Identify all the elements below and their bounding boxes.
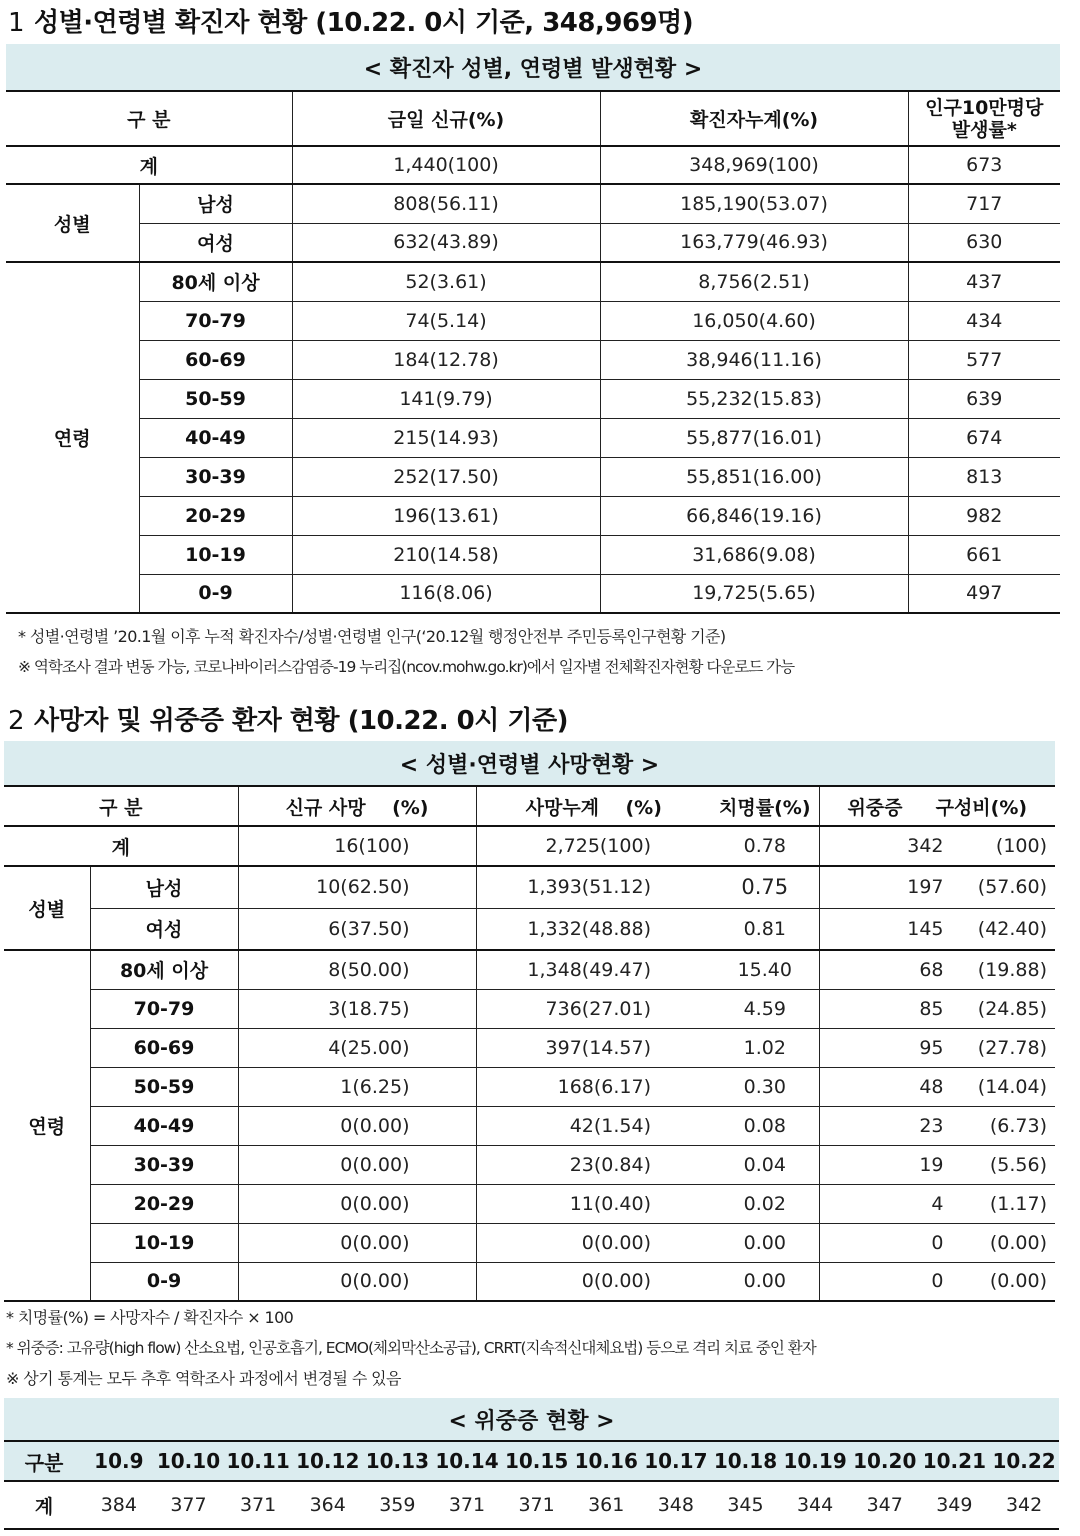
row-critical: 145 bbox=[907, 917, 944, 940]
header-rate-line1: 인구10만명당 bbox=[925, 96, 1044, 119]
row-label: 10-19 bbox=[90, 1223, 238, 1262]
total-new: 16(100) bbox=[238, 826, 476, 866]
row-fatality: 0.75 bbox=[711, 866, 819, 908]
row-new: 0(0.00) bbox=[238, 1106, 476, 1145]
row-label: 70-79 bbox=[139, 301, 292, 340]
value-cell: 361 bbox=[571, 1481, 641, 1529]
row-label: 0-9 bbox=[90, 1262, 238, 1301]
row-cumulative: 11(0.40) bbox=[476, 1184, 711, 1223]
value-cell: 349 bbox=[920, 1481, 990, 1529]
table2-note-2: * 위중증: 고유량(high flow) 산소요법, 인공호흡기, ECMO(체외막산소공급), CRRT(지속적신대체요법) 등으로 격리 치료 중인 환자 bbox=[6, 1339, 816, 1357]
row-fatality: 0.30 bbox=[711, 1067, 819, 1106]
section1-number: 1 bbox=[8, 8, 25, 38]
table-row bbox=[6, 496, 1060, 535]
header-rate bbox=[908, 91, 1060, 146]
table-row bbox=[6, 223, 1060, 262]
row-label: 50-59 bbox=[139, 379, 292, 418]
table3-total-row bbox=[4, 1481, 1059, 1529]
row-label: 10-19 bbox=[139, 535, 292, 574]
row-fatality: 0.00 bbox=[711, 1262, 819, 1301]
header-cum-death-label: 사망누계 bbox=[525, 796, 600, 819]
row-fatality: 1.02 bbox=[711, 1028, 819, 1067]
row-label: 남성 bbox=[90, 866, 238, 908]
row-cumulative: 66,846(19.16) bbox=[600, 496, 908, 535]
header-critical-label: 위중증 bbox=[847, 796, 903, 819]
section2-title-text: 사망자 및 위중증 환자 현황 (10.22. 0시 기준) bbox=[34, 706, 569, 736]
date-cell: 10.21 bbox=[920, 1441, 990, 1481]
critical-trend-table bbox=[4, 1440, 1059, 1530]
table-row bbox=[4, 1223, 1055, 1262]
row-rate: 639 bbox=[908, 379, 1060, 418]
section2-title bbox=[8, 700, 568, 737]
total-cumulative: 348,969(100) bbox=[600, 146, 908, 184]
row-critical: 19 bbox=[919, 1153, 944, 1176]
date-cell: 10.22 bbox=[989, 1441, 1059, 1481]
header-critical bbox=[819, 786, 1055, 826]
row-new: 1(6.25) bbox=[238, 1067, 476, 1106]
row-rate: 982 bbox=[908, 496, 1060, 535]
total-cumulative: 2,725(100) bbox=[476, 826, 711, 866]
row-label: 70-79 bbox=[90, 989, 238, 1028]
row-rate: 437 bbox=[908, 262, 1060, 301]
row-cumulative: 168(6.17) bbox=[476, 1067, 711, 1106]
row-cumulative: 31,686(9.08) bbox=[600, 535, 908, 574]
row-label: 60-69 bbox=[90, 1028, 238, 1067]
date-cell: 10.9 bbox=[84, 1441, 154, 1481]
row-critical-cell bbox=[819, 1262, 1055, 1301]
value-cell: 345 bbox=[711, 1481, 781, 1529]
total-critical: 342 bbox=[907, 835, 944, 857]
row-label: 20-29 bbox=[139, 496, 292, 535]
row-critical-cell bbox=[819, 1028, 1055, 1067]
row-critical: 197 bbox=[907, 876, 944, 899]
row-label: 80세 이상 bbox=[139, 262, 292, 301]
row-cumulative: 8,756(2.51) bbox=[600, 262, 908, 301]
table-row bbox=[6, 262, 1060, 301]
age-group-label: 연령 bbox=[4, 950, 90, 1301]
row-cumulative: 397(14.57) bbox=[476, 1028, 711, 1067]
table-row bbox=[6, 457, 1060, 496]
table2-title: < 성별·연령별 사망현황 > bbox=[4, 741, 1055, 785]
date-cell: 10.18 bbox=[711, 1441, 781, 1481]
row-cumulative: 736(27.01) bbox=[476, 989, 711, 1028]
row-critical: 95 bbox=[919, 1036, 944, 1059]
value-cell: 359 bbox=[363, 1481, 433, 1529]
row-fatality: 4.59 bbox=[711, 989, 819, 1028]
table1-header-row bbox=[6, 91, 1060, 146]
row-label: 60-69 bbox=[139, 340, 292, 379]
row-new: 184(12.78) bbox=[292, 340, 600, 379]
header-category: 구분 bbox=[4, 1441, 84, 1481]
header-new: 금일 신규(%) bbox=[292, 91, 600, 146]
row-new: 632(43.89) bbox=[292, 223, 600, 262]
row-composition: (42.40) bbox=[977, 917, 1048, 940]
table-row bbox=[6, 574, 1060, 613]
header-cumulative: 확진자누계(%) bbox=[600, 91, 908, 146]
row-fatality: 0.00 bbox=[711, 1223, 819, 1262]
header-new-death bbox=[238, 786, 476, 826]
row-label: 40-49 bbox=[90, 1106, 238, 1145]
row-cumulative: 185,190(53.07) bbox=[600, 184, 908, 223]
row-label: 50-59 bbox=[90, 1067, 238, 1106]
row-new: 0(0.00) bbox=[238, 1184, 476, 1223]
date-cell: 10.16 bbox=[571, 1441, 641, 1481]
row-composition: (0.00) bbox=[989, 1270, 1048, 1293]
date-cell: 10.13 bbox=[363, 1441, 433, 1481]
section1-title-text: 성별·연령별 확진자 현황 (10.22. 0시 기준, 348,969명) bbox=[34, 8, 694, 38]
row-new: 808(56.11) bbox=[292, 184, 600, 223]
row-fatality: 15.40 bbox=[711, 950, 819, 989]
table1-title: < 확진자 성별, 연령별 발생현황 > bbox=[6, 44, 1060, 90]
confirmed-cases-table bbox=[6, 90, 1060, 614]
row-composition: (24.85) bbox=[977, 997, 1048, 1020]
row-critical-cell bbox=[819, 1223, 1055, 1262]
row-critical: 85 bbox=[919, 997, 944, 1020]
age-group-label: 연령 bbox=[6, 262, 139, 613]
row-critical: 4 bbox=[931, 1192, 944, 1215]
total-critical-cell bbox=[819, 826, 1055, 866]
table-row bbox=[6, 535, 1060, 574]
row-new: 8(50.00) bbox=[238, 950, 476, 989]
table-row bbox=[4, 1262, 1055, 1301]
table3-header-row bbox=[4, 1441, 1059, 1481]
row-rate: 497 bbox=[908, 574, 1060, 613]
table-row bbox=[6, 301, 1060, 340]
table-row bbox=[4, 1067, 1055, 1106]
value-cell: 377 bbox=[154, 1481, 224, 1529]
value-cell: 371 bbox=[223, 1481, 293, 1529]
value-cell: 371 bbox=[502, 1481, 572, 1529]
table1-note-1: * 성별·연령별 ’20.1월 이후 누적 확진자수/성별·연령별 인구(‘20.12월 행정안전부 주민등록인구현황 기준) bbox=[18, 627, 726, 646]
table2-total-row bbox=[4, 826, 1055, 866]
row-composition: (0.00) bbox=[989, 1231, 1048, 1254]
row-cumulative: 55,851(16.00) bbox=[600, 457, 908, 496]
row-cumulative: 55,877(16.01) bbox=[600, 418, 908, 457]
row-composition: (6.73) bbox=[989, 1114, 1048, 1137]
row-new: 0(0.00) bbox=[238, 1262, 476, 1301]
table3-title: < 위중증 현황 > bbox=[4, 1398, 1059, 1440]
date-cell: 10.14 bbox=[432, 1441, 502, 1481]
row-new: 52(3.61) bbox=[292, 262, 600, 301]
total-composition: (100) bbox=[995, 835, 1048, 857]
header-cum-pct: (%) bbox=[625, 796, 662, 819]
row-label: 30-39 bbox=[90, 1145, 238, 1184]
row-rate: 630 bbox=[908, 223, 1060, 262]
total-label: 계 bbox=[4, 1481, 84, 1529]
table-row bbox=[4, 1028, 1055, 1067]
total-rate: 673 bbox=[908, 146, 1060, 184]
table-row bbox=[6, 340, 1060, 379]
row-fatality: 0.02 bbox=[711, 1184, 819, 1223]
row-cumulative: 38,946(11.16) bbox=[600, 340, 908, 379]
row-new: 116(8.06) bbox=[292, 574, 600, 613]
row-label: 0-9 bbox=[139, 574, 292, 613]
row-rate: 661 bbox=[908, 535, 1060, 574]
row-critical-cell bbox=[819, 950, 1055, 989]
row-cumulative: 1,393(51.12) bbox=[476, 866, 711, 908]
row-new: 252(17.50) bbox=[292, 457, 600, 496]
row-new: 196(13.61) bbox=[292, 496, 600, 535]
row-rate: 434 bbox=[908, 301, 1060, 340]
table2-note-1: * 치명률(%) = 사망자수 / 확진자수 × 100 bbox=[6, 1308, 294, 1327]
value-cell: 342 bbox=[989, 1481, 1059, 1529]
row-critical: 0 bbox=[931, 1231, 944, 1254]
section2-number: 2 bbox=[8, 706, 25, 736]
header-category: 구 분 bbox=[4, 786, 238, 826]
total-new: 1,440(100) bbox=[292, 146, 600, 184]
row-cumulative: 0(0.00) bbox=[476, 1223, 711, 1262]
date-cell: 10.12 bbox=[293, 1441, 363, 1481]
total-label: 계 bbox=[6, 146, 292, 184]
row-composition: (19.88) bbox=[977, 958, 1048, 981]
value-cell: 348 bbox=[641, 1481, 711, 1529]
row-cumulative: 163,779(46.93) bbox=[600, 223, 908, 262]
row-cumulative: 1,348(49.47) bbox=[476, 950, 711, 989]
row-critical-cell bbox=[819, 989, 1055, 1028]
row-label: 30-39 bbox=[139, 457, 292, 496]
date-cell: 10.10 bbox=[154, 1441, 224, 1481]
header-composition: 구성비(%) bbox=[935, 796, 1028, 819]
row-critical-cell bbox=[819, 1106, 1055, 1145]
table-row bbox=[6, 184, 1060, 223]
row-rate: 813 bbox=[908, 457, 1060, 496]
row-cumulative: 42(1.54) bbox=[476, 1106, 711, 1145]
row-critical-cell bbox=[819, 1184, 1055, 1223]
row-label: 남성 bbox=[139, 184, 292, 223]
row-fatality: 0.81 bbox=[711, 908, 819, 950]
row-rate: 717 bbox=[908, 184, 1060, 223]
table-row bbox=[6, 379, 1060, 418]
row-new: 141(9.79) bbox=[292, 379, 600, 418]
value-cell: 364 bbox=[293, 1481, 363, 1529]
table-row bbox=[4, 1106, 1055, 1145]
row-critical-cell bbox=[819, 908, 1055, 950]
row-critical: 48 bbox=[919, 1075, 944, 1098]
sex-group-label: 성별 bbox=[4, 866, 90, 950]
row-new: 215(14.93) bbox=[292, 418, 600, 457]
header-new-death-label: 신규 사망 bbox=[285, 796, 366, 819]
row-new: 4(25.00) bbox=[238, 1028, 476, 1067]
table2-note-3: ※ 상기 통계는 모두 추후 역학조사 과정에서 변경될 수 있음 bbox=[6, 1369, 401, 1388]
row-label: 40-49 bbox=[139, 418, 292, 457]
row-new: 10(62.50) bbox=[238, 866, 476, 908]
row-cumulative: 0(0.00) bbox=[476, 1262, 711, 1301]
row-fatality: 0.08 bbox=[711, 1106, 819, 1145]
value-cell: 371 bbox=[432, 1481, 502, 1529]
row-new: 3(18.75) bbox=[238, 989, 476, 1028]
row-cumulative: 1,332(48.88) bbox=[476, 908, 711, 950]
table-row bbox=[4, 908, 1055, 950]
row-fatality: 0.04 bbox=[711, 1145, 819, 1184]
header-category: 구 분 bbox=[6, 91, 292, 146]
row-composition: (27.78) bbox=[977, 1036, 1048, 1059]
row-cumulative: 23(0.84) bbox=[476, 1145, 711, 1184]
row-composition: (14.04) bbox=[977, 1075, 1048, 1098]
table1-note-2: ※ 역학조사 결과 변동 가능, 코로나바이러스감염증-19 누리집(ncov.mohw.go.kr)에서 일자별 전체확진자현황 다운로드 가능 bbox=[18, 658, 795, 676]
header-fatality: 치명률(%) bbox=[711, 786, 819, 826]
sex-group-label: 성별 bbox=[6, 184, 139, 262]
value-cell: 347 bbox=[850, 1481, 920, 1529]
row-new: 0(0.00) bbox=[238, 1145, 476, 1184]
row-label: 여성 bbox=[90, 908, 238, 950]
date-cell: 10.20 bbox=[850, 1441, 920, 1481]
row-rate: 577 bbox=[908, 340, 1060, 379]
value-cell: 384 bbox=[84, 1481, 154, 1529]
row-composition: (1.17) bbox=[989, 1192, 1048, 1215]
header-new-pct: (%) bbox=[392, 796, 429, 819]
row-new: 210(14.58) bbox=[292, 535, 600, 574]
row-critical-cell bbox=[819, 866, 1055, 908]
row-label: 여성 bbox=[139, 223, 292, 262]
table-row bbox=[4, 989, 1055, 1028]
table-row bbox=[4, 866, 1055, 908]
row-composition: (5.56) bbox=[989, 1153, 1048, 1176]
table1-total-row bbox=[6, 146, 1060, 184]
header-rate-line2: 발생률* bbox=[951, 118, 1017, 141]
row-new: 0(0.00) bbox=[238, 1223, 476, 1262]
row-cumulative: 19,725(5.65) bbox=[600, 574, 908, 613]
deaths-table bbox=[4, 785, 1055, 1302]
table-row bbox=[4, 1184, 1055, 1223]
row-cumulative: 16,050(4.60) bbox=[600, 301, 908, 340]
table2-header-row bbox=[4, 786, 1055, 826]
row-critical: 23 bbox=[919, 1114, 944, 1137]
row-new: 74(5.14) bbox=[292, 301, 600, 340]
date-cell: 10.15 bbox=[502, 1441, 572, 1481]
table-row bbox=[4, 1145, 1055, 1184]
table-row bbox=[4, 950, 1055, 989]
date-cell: 10.11 bbox=[223, 1441, 293, 1481]
date-cell: 10.19 bbox=[780, 1441, 850, 1481]
row-critical: 68 bbox=[919, 958, 944, 981]
header-cum-death bbox=[476, 786, 711, 826]
row-cumulative: 55,232(15.83) bbox=[600, 379, 908, 418]
value-cell: 344 bbox=[780, 1481, 850, 1529]
row-critical-cell bbox=[819, 1145, 1055, 1184]
row-label: 80세 이상 bbox=[90, 950, 238, 989]
date-cell: 10.17 bbox=[641, 1441, 711, 1481]
row-rate: 674 bbox=[908, 418, 1060, 457]
total-label: 계 bbox=[4, 826, 238, 866]
table-row bbox=[6, 418, 1060, 457]
section1-title bbox=[8, 2, 693, 39]
row-critical: 0 bbox=[931, 1270, 944, 1293]
row-critical-cell bbox=[819, 1067, 1055, 1106]
row-composition: (57.60) bbox=[977, 876, 1048, 899]
total-fatality: 0.78 bbox=[711, 826, 819, 866]
row-new: 6(37.50) bbox=[238, 908, 476, 950]
row-label: 20-29 bbox=[90, 1184, 238, 1223]
